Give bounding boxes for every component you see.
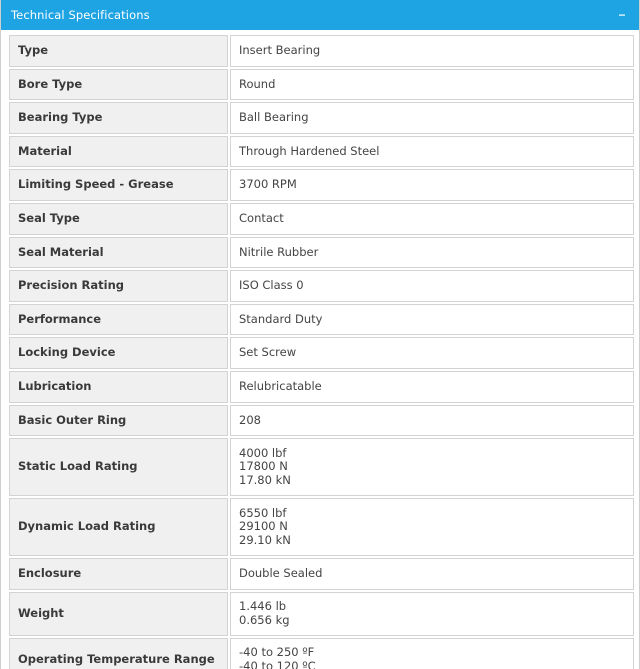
spec-value-line: Ball Bearing xyxy=(239,110,309,125)
spec-value-line: 4000 lbf xyxy=(239,445,287,460)
spec-value xyxy=(230,69,634,101)
spec-value-line: 0.656 kg xyxy=(239,612,290,627)
spec-label: Type xyxy=(9,35,228,67)
spec-row xyxy=(9,498,634,556)
spec-value-line: 29100 N xyxy=(239,519,288,534)
spec-row xyxy=(9,405,634,437)
spec-table xyxy=(7,33,636,669)
spec-value-line: -40 to 120 ºC xyxy=(239,658,316,669)
spec-value xyxy=(230,203,634,235)
spec-value-line: -40 to 250 ºF xyxy=(239,645,315,660)
spec-value-line: Standard Duty xyxy=(239,311,323,326)
spec-body xyxy=(1,30,639,669)
spec-value-line: 29.10 kN xyxy=(239,532,291,547)
spec-value-line: 6550 lbf xyxy=(239,505,287,520)
spec-value xyxy=(230,304,634,336)
spec-label: Performance xyxy=(9,304,228,336)
spec-value-line: 17.80 kN xyxy=(239,472,291,487)
collapse-icon[interactable] xyxy=(615,8,629,22)
spec-row xyxy=(9,592,634,636)
spec-row xyxy=(9,203,634,235)
spec-value-line: Round xyxy=(239,76,276,91)
spec-row xyxy=(9,304,634,336)
spec-value xyxy=(230,337,634,369)
spec-value xyxy=(230,498,634,556)
panel-header[interactable] xyxy=(1,0,639,30)
spec-label: Bearing Type xyxy=(9,102,228,134)
spec-row xyxy=(9,558,634,590)
spec-row xyxy=(9,438,634,496)
spec-label: Lubrication xyxy=(9,371,228,403)
spec-value xyxy=(230,405,634,437)
spec-value-line: 3700 RPM xyxy=(239,177,297,192)
spec-value-line: Nitrile Rubber xyxy=(239,244,319,259)
spec-label: Enclosure xyxy=(9,558,228,590)
spec-value-line: Double Sealed xyxy=(239,566,323,581)
spec-value xyxy=(230,237,634,269)
spec-value xyxy=(230,371,634,403)
spec-value xyxy=(230,438,634,496)
spec-row xyxy=(9,136,634,168)
spec-row xyxy=(9,638,634,669)
spec-value-line: 1.446 lb xyxy=(239,599,287,614)
spec-value xyxy=(230,136,634,168)
spec-label: Operating Temperature Range xyxy=(9,638,228,669)
spec-value-line: Relubricatable xyxy=(239,378,322,393)
panel-title: Technical Specifications xyxy=(11,8,150,22)
spec-value-line: Set Screw xyxy=(239,345,297,360)
spec-row xyxy=(9,169,634,201)
spec-value xyxy=(230,270,634,302)
spec-label: Dynamic Load Rating xyxy=(9,498,228,556)
spec-row xyxy=(9,69,634,101)
spec-value xyxy=(230,638,634,669)
spec-label: Basic Outer Ring xyxy=(9,405,228,437)
spec-value xyxy=(230,592,634,636)
spec-label: Weight xyxy=(9,592,228,636)
spec-row xyxy=(9,270,634,302)
spec-value-line: Insert Bearing xyxy=(239,43,321,58)
spec-label: Precision Rating xyxy=(9,270,228,302)
spec-label: Locking Device xyxy=(9,337,228,369)
spec-value xyxy=(230,169,634,201)
spec-label: Seal Type xyxy=(9,203,228,235)
spec-row xyxy=(9,337,634,369)
spec-label: Limiting Speed - Grease xyxy=(9,169,228,201)
minus-icon xyxy=(617,10,627,20)
spec-value-line: Contact xyxy=(239,211,284,226)
spec-row xyxy=(9,35,634,67)
spec-value-line: 208 xyxy=(239,412,261,427)
spec-row xyxy=(9,102,634,134)
spec-value xyxy=(230,102,634,134)
spec-row xyxy=(9,237,634,269)
spec-label: Material xyxy=(9,136,228,168)
spec-value-line: ISO Class 0 xyxy=(239,278,304,293)
spec-value-line: 17800 N xyxy=(239,459,288,474)
spec-label: Static Load Rating xyxy=(9,438,228,496)
spec-value-line: Through Hardened Steel xyxy=(239,143,380,158)
spec-row xyxy=(9,371,634,403)
spec-label: Bore Type xyxy=(9,69,228,101)
spec-label: Seal Material xyxy=(9,237,228,269)
spec-value xyxy=(230,35,634,67)
spec-value xyxy=(230,558,634,590)
